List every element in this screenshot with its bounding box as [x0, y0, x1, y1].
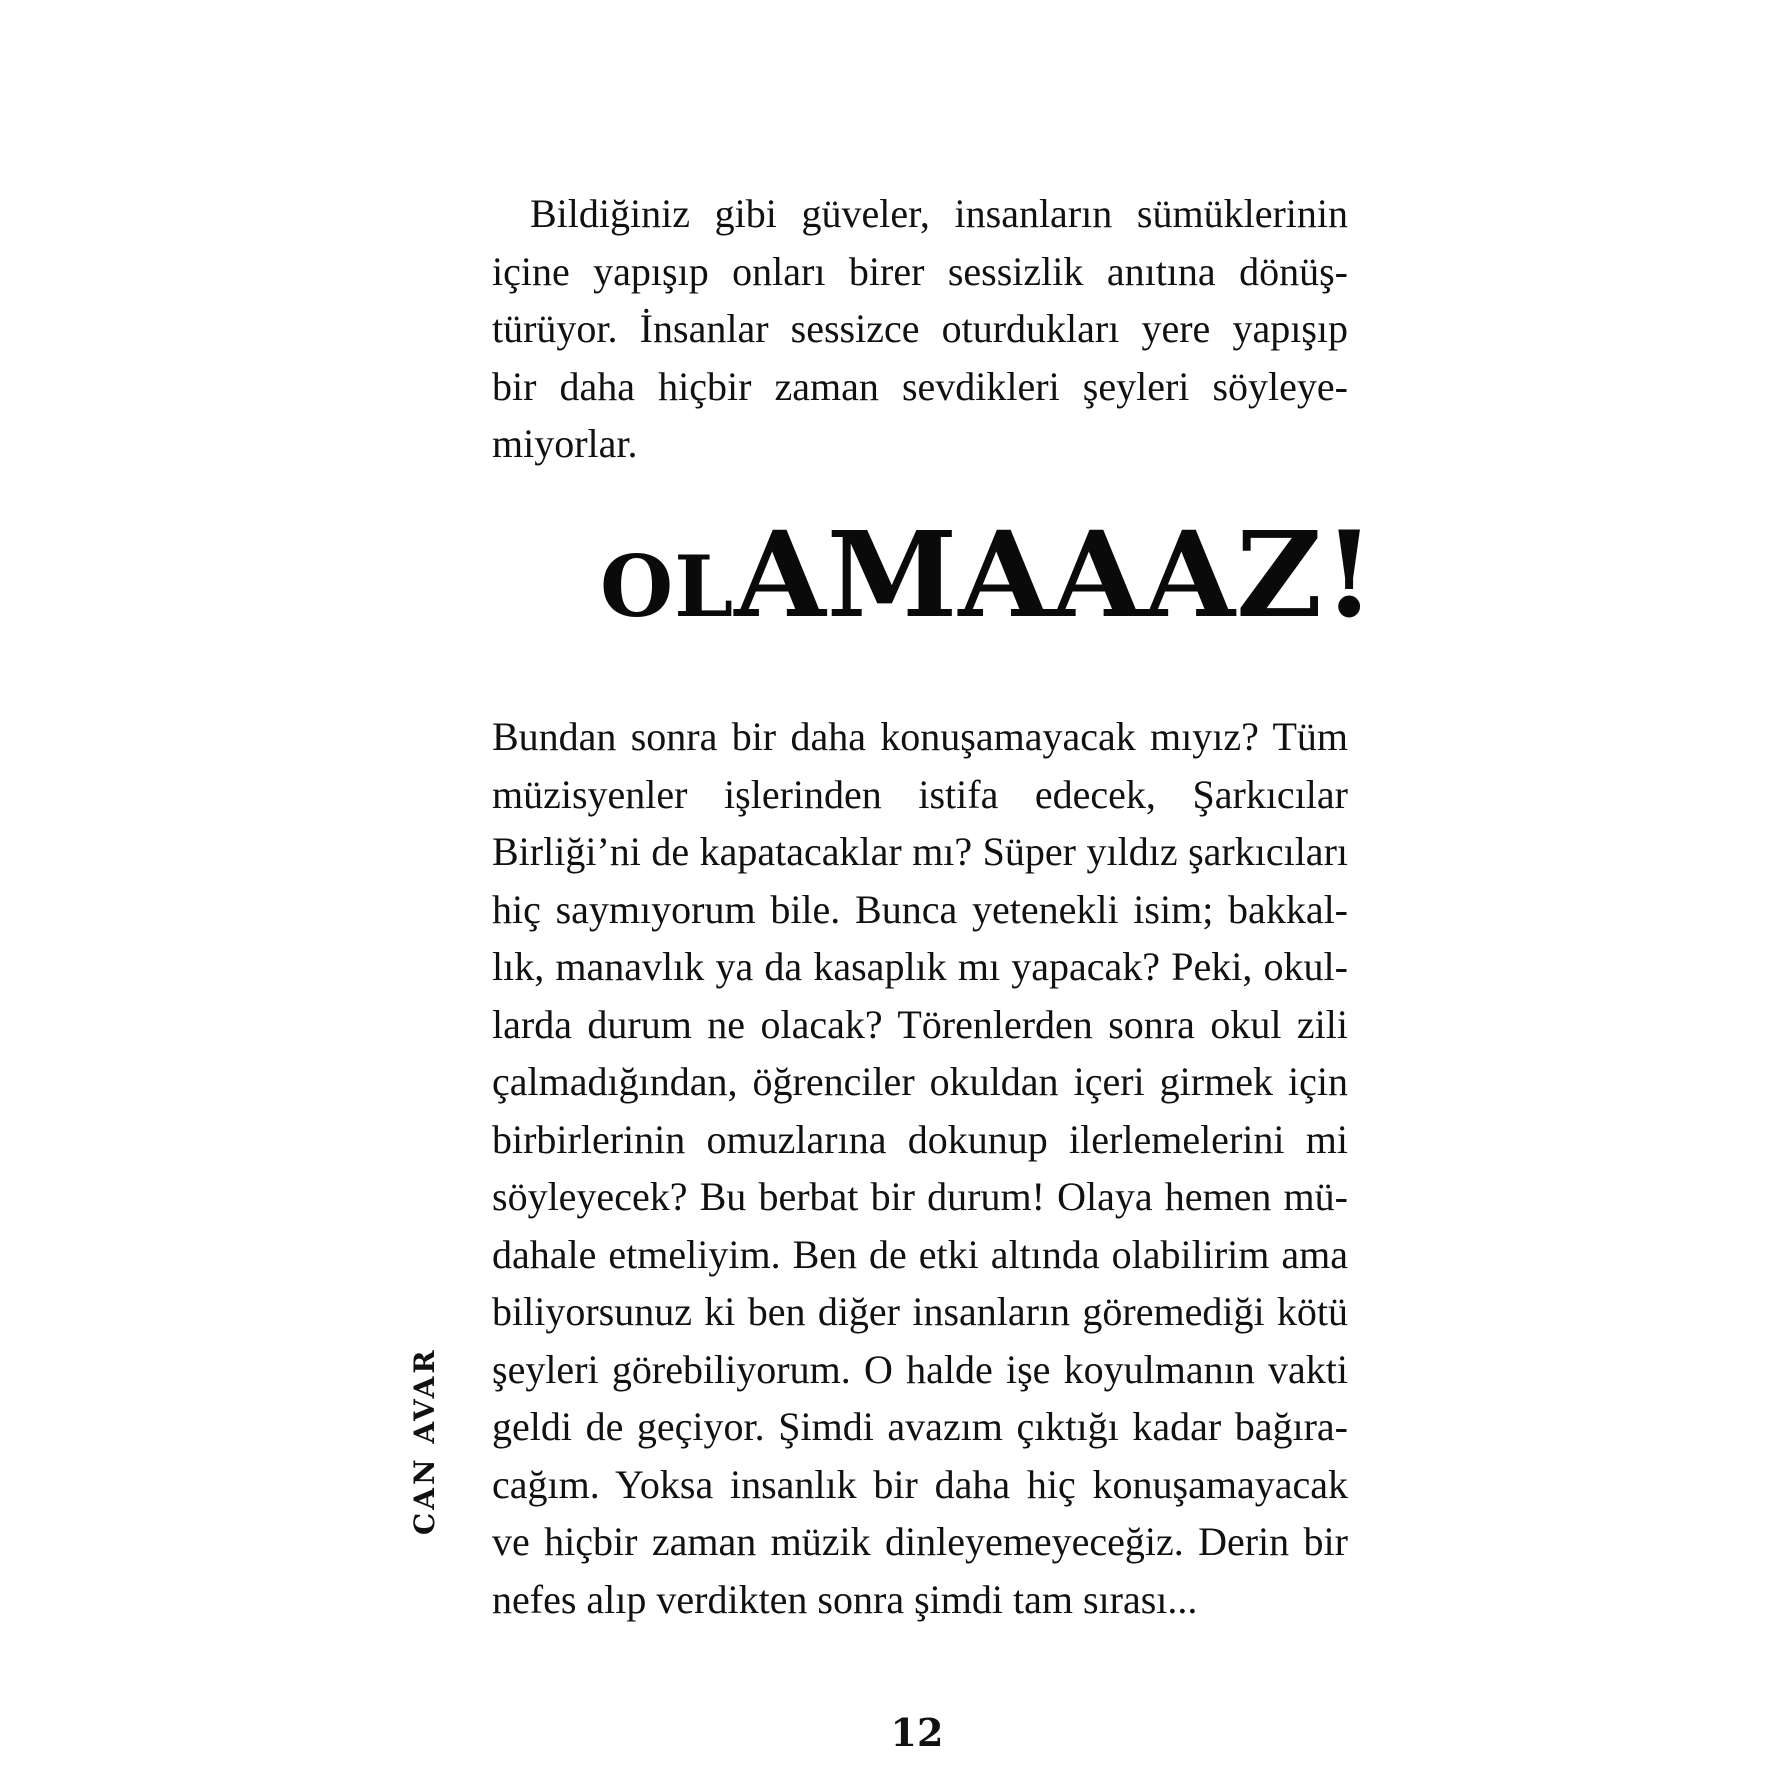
paragraph-2-line: çalmadığından, öğrenciler okuldan içeri girmek için — [492, 1059, 1348, 1104]
paragraph-2-line: ve hiçbir zaman müzik dinleyemeyeceğiz. Derin bir — [492, 1519, 1348, 1564]
paragraph-1 — [492, 185, 1348, 473]
paragraph-1-line: Bildiğiniz gibi güveler, insanların sümüklerinin — [530, 191, 1348, 236]
exclamation-heading — [600, 505, 1377, 655]
paragraph-2-line: müzisyenler işlerinden istifa edecek, Şarkıcılar — [492, 771, 1348, 817]
paragraph-2-line: dahale etmeliyim. Ben de etki altında olabilirim ama — [492, 1231, 1348, 1277]
paragraph-2-line: nefes alıp verdikten sonra şimdi tam sırası... — [492, 1576, 1198, 1622]
paragraph-1-line: miyorlar. — [492, 421, 638, 466]
exclamation-main: AMAAAZ! — [734, 505, 1377, 644]
paragraph-2-line: şeyleri görebiliyorum. O halde işe koyulmanın vakti — [492, 1346, 1348, 1392]
exclamation-prefix: OL — [600, 537, 735, 636]
paragraph-2-line: söyleyecek? Bu berbat bir durum! Olaya hemen mü- — [492, 1174, 1348, 1219]
paragraph-1-line: içine yapışıp onları birer sessizlik anıtına dönüş- — [492, 248, 1348, 294]
paragraph-2-line: hiç saymıyorum bile. Bunca yetenekli isim; bakkal- — [492, 886, 1348, 932]
paragraph-2-line: biliyorsunuz ki ben diğer insanların göremediği kötü — [492, 1289, 1348, 1334]
paragraph-2-line: geldi de geçiyor. Şimdi avazım çıktığı kadar bağıra- — [492, 1404, 1348, 1449]
paragraph-2-line: birbirlerinin omuzlarına dokunup ilerlemelerini mi — [492, 1116, 1348, 1162]
paragraph-2-line: larda durum ne olacak? Törenlerden sonra okul zili — [492, 1001, 1348, 1047]
page-number: 12 — [890, 1710, 944, 1755]
paragraph-2-line: Birliği’ni de kapatacaklar mı? Süper yıldız şarkıcıları — [492, 829, 1348, 874]
paragraph-2-line: Bundan sonra bir daha konuşamayacak mıyız? Tüm — [492, 714, 1348, 759]
paragraph-2 — [492, 708, 1348, 1628]
paragraph-1-line: türüyor. İnsanlar sessizce oturdukları yere yapışıp — [492, 306, 1348, 351]
paragraph-2-line: lık, manavlık ya da kasaplık mı yapacak? Peki, okul- — [492, 944, 1348, 989]
paragraph-2-line: cağım. Yoksa insanlık bir daha hiç konuşamayacak — [492, 1461, 1348, 1507]
paragraph-1-line: bir daha hiçbir zaman sevdikleri şeyleri söyleye- — [492, 363, 1348, 409]
running-head-author: CAN AVAR — [408, 1347, 441, 1535]
